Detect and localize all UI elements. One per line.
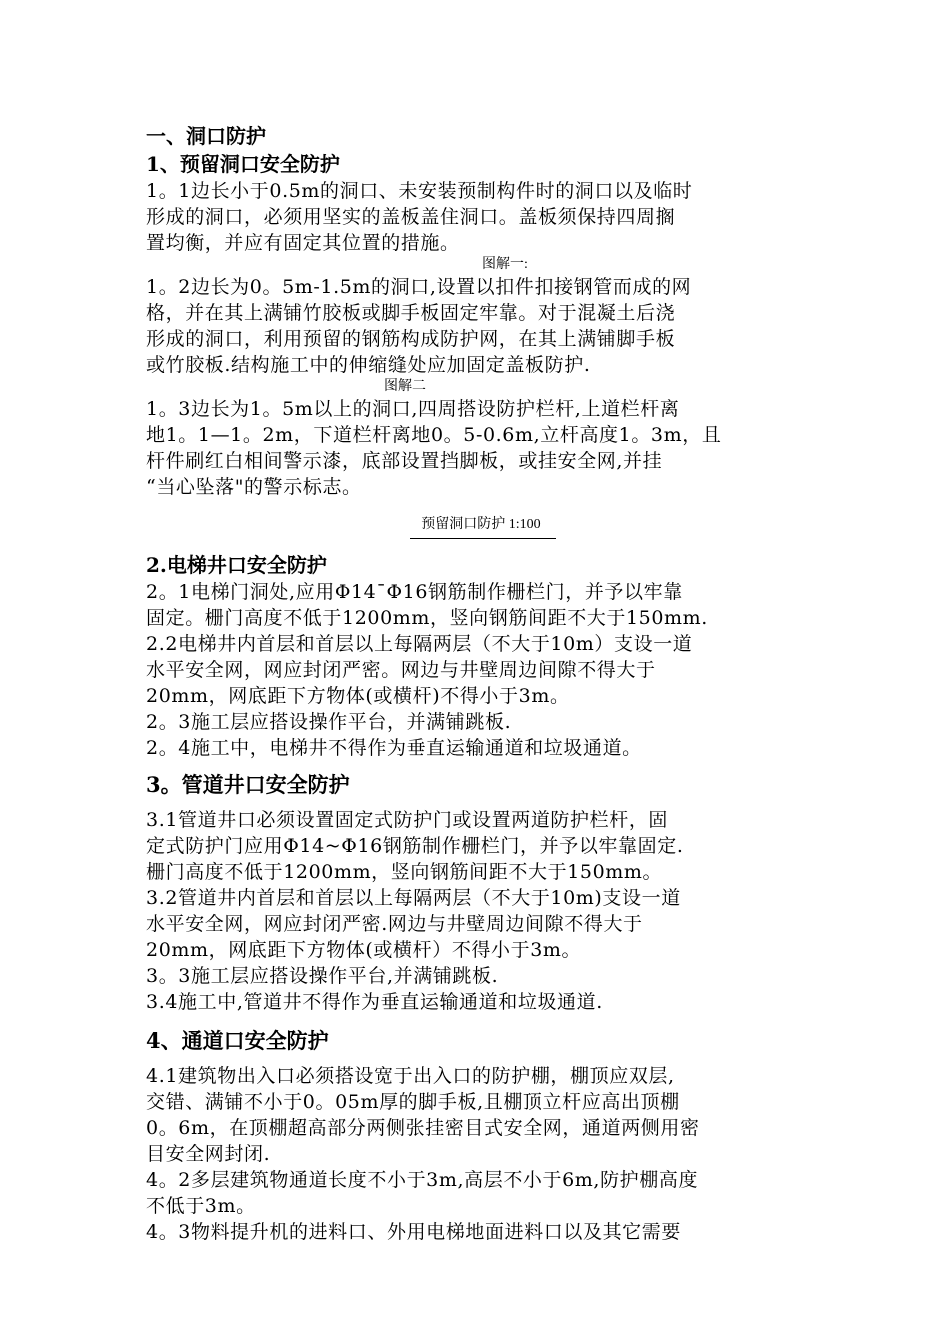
text-line: 2。4施工中，电梯井不得作为垂直运输通道和垃圾通道。 (146, 737, 642, 759)
text-line: 地1。1—1。2m，下道栏杆离地0。5-0.6m,立杆高度1。3m，且 (146, 424, 722, 446)
text-line: 4。2多层建筑物通道长度不小于3m,高层不小于6m,防护棚高度 (146, 1169, 699, 1191)
text-line: 1。2边长为0。5m-1.5m的洞口,设置以扣件扣接钢管而成的网 (146, 276, 692, 298)
text-line: 栅门高度不低于1200mm，竖向钢筋间距不大于150mm。 (146, 861, 663, 883)
paragraph-2 (146, 579, 816, 761)
subsection-heading-4: 4、通道口安全防护 (146, 1028, 329, 1053)
text-line: 形成的洞口，必须用坚实的盖板盖住洞口。盖板须保持四周搁 (146, 206, 676, 228)
text-line: 20mm，网底距下方物体(或横杆）不得小于3m。 (146, 939, 582, 961)
text-line: 形成的洞口，利用预留的钢筋构成防护网，在其上满铺脚手板 (146, 328, 676, 350)
text-line: 格，并在其上满铺竹胶板或脚手板固定牢靠。对于混凝土后浇 (146, 302, 676, 324)
text-line: 1。1边长小于0.5m的洞口、未安装预制构件时的洞口以及临时 (146, 180, 693, 202)
subsection-heading-1: 1、预留洞口安全防护 (146, 152, 340, 176)
text-line: 定式防护门应用Φ14~Φ16钢筋制作栅栏门，并予以牢靠固定. (146, 835, 684, 857)
paragraph-3 (146, 807, 816, 1015)
text-line: 置均衡，并应有固定其位置的措施。 (146, 232, 460, 254)
figure-caption: 预留洞口防护 1:100 (421, 517, 541, 532)
section-heading: 一、洞口防护 (146, 124, 266, 148)
text-line: 3.4施工中,管道井不得作为垂直运输通道和垃圾通道. (146, 991, 603, 1013)
text-line: 2。1电梯门洞处,应用Φ14¯Φ16钢筋制作栅栏门，并予以牢靠 (146, 581, 683, 603)
text-line: 或竹胶板.结构施工中的伸缩缝处应加固定盖板防护. (146, 354, 591, 376)
paragraph-1-3 (146, 396, 816, 500)
text-line: 交错、满铺不小于0。05m厚的脚手板,且棚顶立杆应高出顶棚 (146, 1091, 680, 1113)
text-line: 2.2电梯井内首层和首层以上每隔两层（不大于10m）支设一道 (146, 633, 693, 655)
text-line: 0。6m，在顶棚超高部分两侧张挂密目式安全网，通道两侧用密 (146, 1117, 700, 1139)
figure-label-1: 图解一: (482, 257, 528, 272)
text-line: 4。3物料提升机的进料口、外用电梯地面进料口以及其它需要 (146, 1221, 681, 1243)
paragraph-1-1 (146, 178, 816, 256)
text-line: 3.1管道井口必须设置固定式防护门或设置两道防护栏杆，固 (146, 809, 669, 831)
text-line: 目安全网封闭. (146, 1143, 271, 1165)
text-line: 固定。栅门高度不低于1200mm，竖向钢筋间距不大于150mm. (146, 607, 708, 629)
text-line: 3。3施工层应搭设操作平台,并满铺跳板. (146, 965, 499, 987)
text-line: 4.1建筑物出入口必须搭设宽于出入口的防护棚，棚顶应双层, (146, 1065, 675, 1087)
text-line: “当心坠落"的警示标志。 (146, 476, 362, 498)
subsection-heading-2: 2.电梯井口安全防护 (146, 553, 327, 577)
text-line: 20mm，网底距下方物体(或横杆)不得小于3m。 (146, 685, 570, 707)
text-line: 1。3边长为1。5m以上的洞口,四周搭设防护栏杆,上道栏杆离 (146, 398, 680, 420)
text-line: 不低于3m。 (146, 1195, 256, 1217)
document-body (146, 122, 816, 1245)
text-line: 水平安全网，网应封闭严密.网边与井壁周边间隙不得大于 (146, 913, 643, 935)
paragraph-4 (146, 1063, 816, 1245)
paragraph-1-2 (146, 274, 816, 378)
figure-label-2: 图解二 (384, 379, 426, 394)
text-line: 杆件刷红白相间警示漆，底部设置挡脚板，或挂安全网,并挂 (146, 450, 663, 472)
text-line: 水平安全网，网应封闭严密。网边与井壁周边间隙不得大于 (146, 659, 656, 681)
text-line: 2。3施工层应搭设操作平台，并满铺跳板. (146, 711, 512, 733)
text-line: 3.2管道井内首层和首层以上每隔两层（不大于10m)支设一道 (146, 887, 681, 909)
subsection-heading-3: 3。管道井口安全防护 (146, 772, 350, 797)
